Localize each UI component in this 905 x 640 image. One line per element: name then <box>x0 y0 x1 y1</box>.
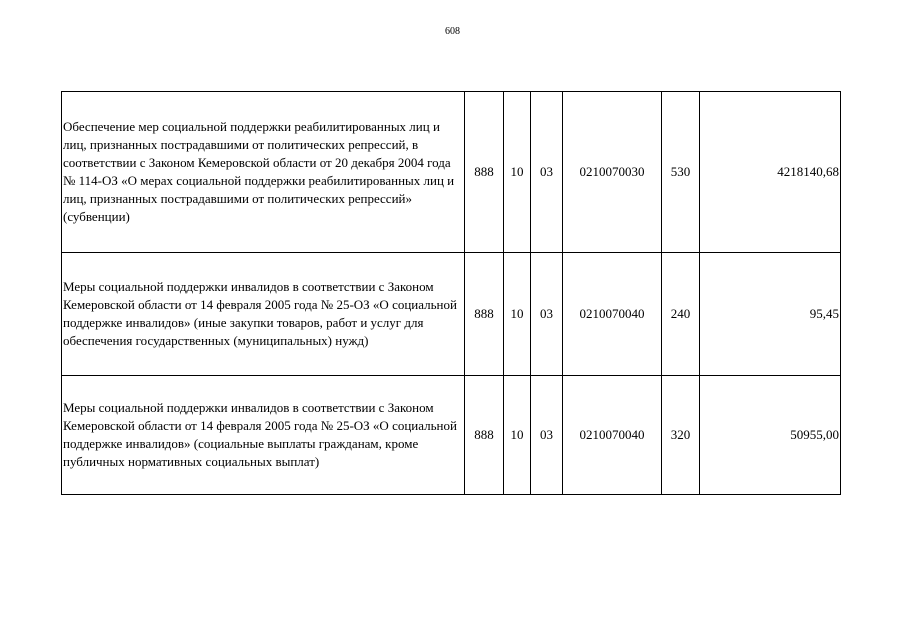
section-code: 10 <box>504 92 531 253</box>
table-row <box>62 376 841 495</box>
row-description: Меры социальной поддержки инвалидов в соответствии с Законом Кемеровской области от 14 февраля 2005 года № 25-ОЗ «О социальной поддержке инвалидов» (социальные выплаты гражданам, кроме публичных нормативных социальных выплат) <box>62 376 465 495</box>
table-row <box>62 92 841 253</box>
target-code: 0210070040 <box>563 376 662 495</box>
subsection-code: 03 <box>531 253 563 376</box>
ministry-code: 888 <box>465 253 504 376</box>
section-code: 10 <box>504 253 531 376</box>
subsection-code: 03 <box>531 376 563 495</box>
amount: 95,45 <box>700 253 841 376</box>
page-number: 608 <box>445 26 460 37</box>
row-description: Обеспечение мер социальной поддержки реабилитированных лиц и лиц, признанных пострадавшими от политических репрессий, в соответствии с Законом Кемеровской области от 20 декабря 2004 года № 114-ОЗ «О мерах социальной поддержки реабилитированных лиц и лиц, признанных пострадавшими от политических репрессий» (субвенции) <box>62 92 465 253</box>
expense-type-code: 530 <box>662 92 700 253</box>
section-code: 10 <box>504 376 531 495</box>
subsection-code: 03 <box>531 92 563 253</box>
table-row <box>62 253 841 376</box>
ministry-code: 888 <box>465 92 504 253</box>
expense-type-code: 320 <box>662 376 700 495</box>
target-code: 0210070040 <box>563 253 662 376</box>
expense-type-code: 240 <box>662 253 700 376</box>
amount: 4218140,68 <box>700 92 841 253</box>
amount: 50955,00 <box>700 376 841 495</box>
target-code: 0210070030 <box>563 92 662 253</box>
row-description: Меры социальной поддержки инвалидов в соответствии с Законом Кемеровской области от 14 февраля 2005 года № 25-ОЗ «О социальной поддержке инвалидов» (иные закупки товаров, работ и услуг для обеспечения государственных (муниципальных) нужд) <box>62 253 465 376</box>
budget-table <box>61 91 841 495</box>
ministry-code: 888 <box>465 376 504 495</box>
